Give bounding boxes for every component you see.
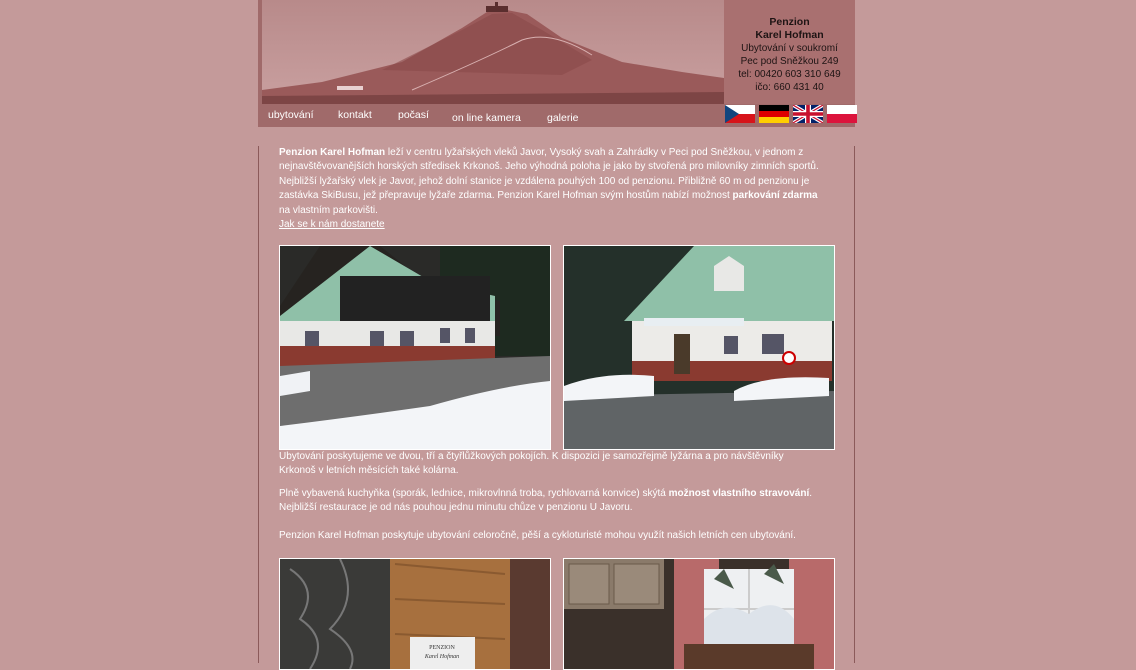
nav-kontakt[interactable]: kontakt <box>338 109 372 121</box>
cz-flag-icon[interactable] <box>725 105 755 123</box>
contact-box <box>724 0 855 104</box>
door-sign-line-1: PENZION <box>429 645 455 651</box>
intro-text-1: leží v centru lyžařských vleků Javor, Vysoký svah a Zahrádky v Peci pod Sněžkou, v jednom z nejnavštěvovanějších horských středisek Krkonoš. Jeho výhodná poloha je jako by stvořená pro milovníky zimních sportů. Nejbližší lyžařský vlek je Javor, jehož dolní stanice je vzdálena pouhých 100 od penzionu. Přibližně 60 m od penzionu je zastávka SkiBusu, jež přepravuje lyžaře zdarma. Penzion Karel Hofman svým hostům nabízí možnost <box>279 147 819 202</box>
nav-online-kamera[interactable]: on line kamera <box>452 112 521 124</box>
uk-flag-icon[interactable] <box>793 105 823 123</box>
rooms-paragraph: Ubytování poskytujeme ve dvou, tří a čtyřlůžkových pokojích. K dispozici je samozřejmě lyžárna a pro návštěvníky Krkonoš v letních měsících také kolárna. <box>279 451 784 477</box>
door-photo[interactable] <box>279 558 551 670</box>
contact-name-2: Karel Hofman <box>755 29 824 41</box>
house-photo-1[interactable] <box>279 245 551 450</box>
directions-link[interactable]: Jak se k nám dostanete <box>279 219 385 231</box>
contact-address: Pec pod Sněžkou 249 <box>740 56 839 67</box>
house-photo-2[interactable] <box>563 245 835 450</box>
kitchen-bold: možnost vlastního stravování <box>668 488 810 499</box>
kitchen-paragraph <box>279 487 829 516</box>
kitchen-text-2: . Nejbližší restaurace je od nás pouhou jednu minutu chůze v penzionu U Javoru. <box>279 488 813 514</box>
nav-galerie[interactable]: galerie <box>547 112 579 124</box>
contact-line-1: Ubytování v soukromí <box>741 43 838 54</box>
nav-ubytovani[interactable]: ubytování <box>268 109 314 121</box>
main-content <box>258 146 855 663</box>
intro-parking: parkování zdarma <box>732 190 818 202</box>
mountain-banner-image <box>262 0 724 104</box>
year-round-paragraph: Penzion Karel Hofman poskytuje ubytování celoročně, pěší a cykloturisté mohou využít našich letních cen ubytování. <box>279 530 796 541</box>
contact-phone: tel: 00420 603 310 649 <box>738 69 841 80</box>
pl-flag-icon[interactable] <box>827 105 857 123</box>
contact-ico: ičo: 660 431 40 <box>755 82 824 93</box>
header <box>258 0 855 127</box>
intro-paragraph <box>279 146 829 232</box>
nav-pocasi[interactable]: počasí <box>398 109 429 121</box>
intro-text-2: na vlastním parkovišti. <box>279 204 378 216</box>
language-flags <box>724 104 855 124</box>
door-sign-line-2: Karel Hofman <box>424 654 460 660</box>
intro-brand: Penzion Karel Hofman <box>279 147 386 158</box>
page-wrapper <box>258 0 855 663</box>
de-flag-icon[interactable] <box>759 105 789 123</box>
kitchen-photo[interactable] <box>563 558 835 670</box>
contact-name-1: Penzion <box>769 16 810 28</box>
kitchen-text-1: Plně vybavená kuchyňka (sporák, lednice, mikrovlnná troba, rychlovarná konvice) skýtá <box>279 488 669 499</box>
main-nav <box>258 104 724 127</box>
